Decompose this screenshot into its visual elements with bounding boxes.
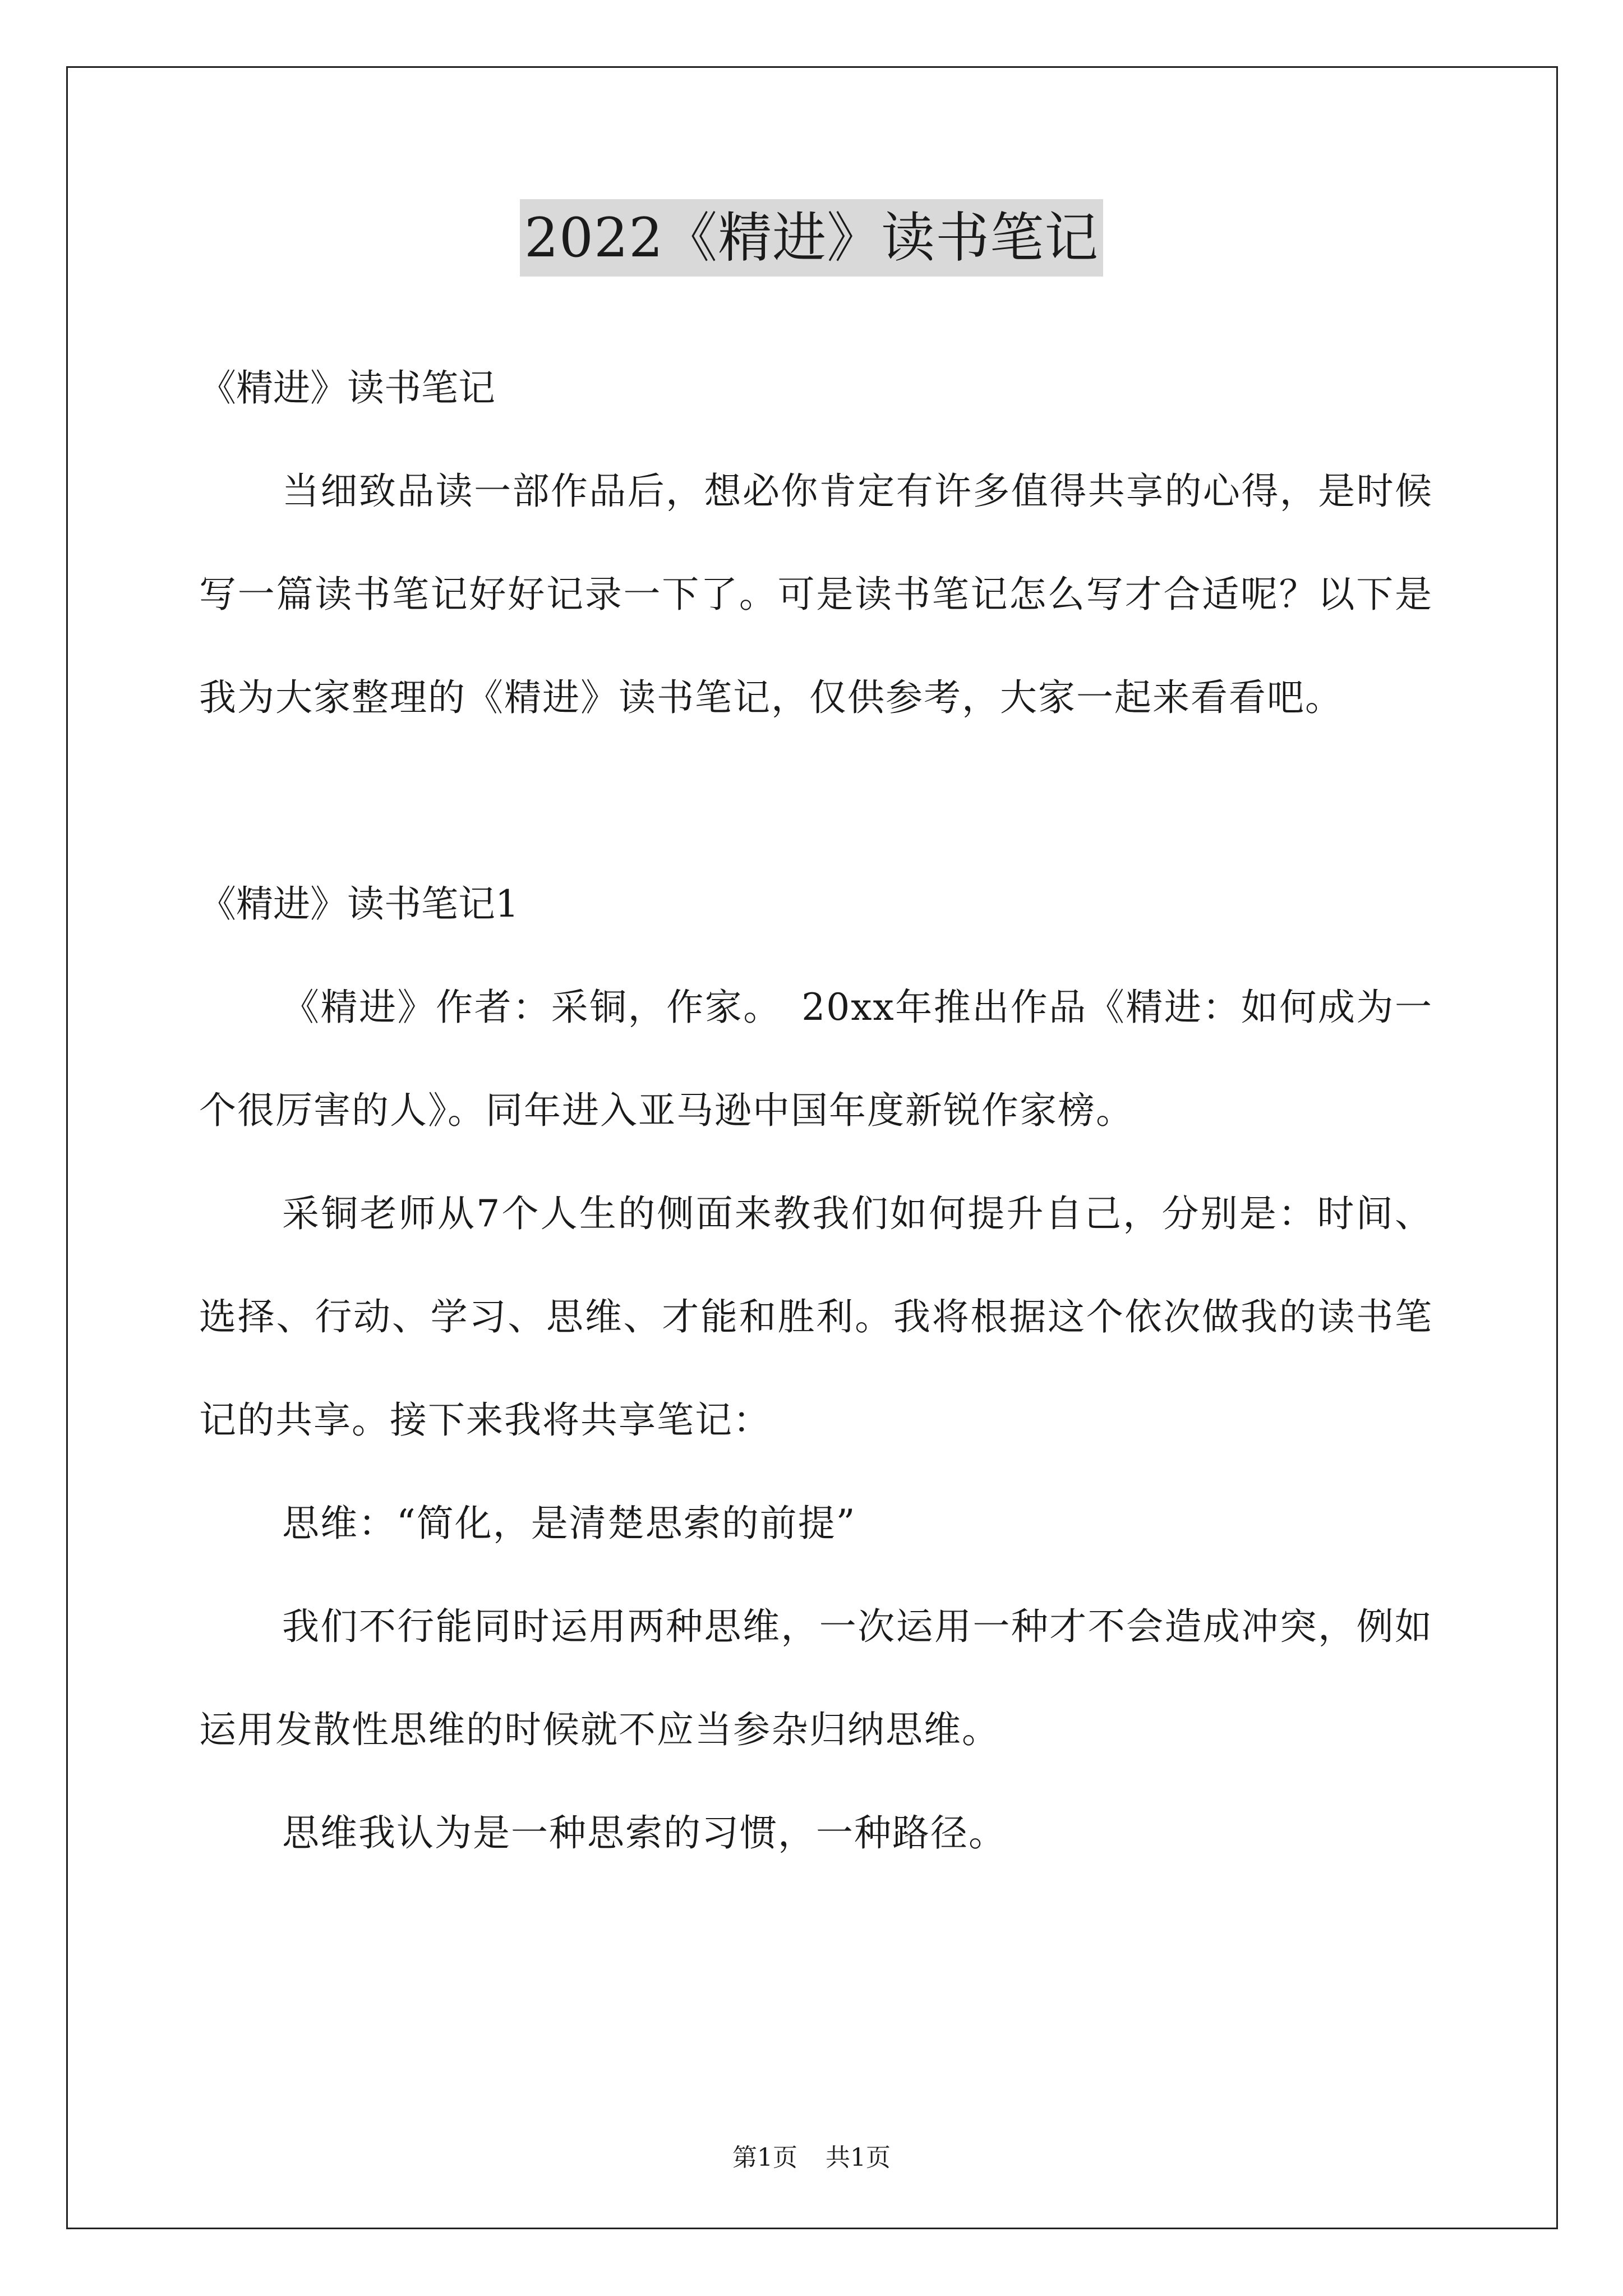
page-number-total: 共1页 — [826, 2143, 891, 2172]
section1-heading: 《精进》读书笔记1 — [199, 882, 519, 926]
paragraph-author: 《精进》作者：采铜，作家。 20xx年推出作品《精进：如何成为一个很厉害的人》。同年进入亚马逊中国年度新锐作家榜。 — [199, 986, 1433, 1132]
title-container — [0, 199, 1623, 277]
paragraph-seven-aspects: 采铜老师从7个人生的侧面来教我们如何提升自己，分别是：时间、选择、行动、学习、思维、才能和胜利。我将根据这个依次做我的读书笔记的共享。接下来我将共享笔记： — [199, 1192, 1433, 1442]
document-body — [199, 337, 1433, 1885]
paragraph-thinking-modes: 我们不行能同时运用两种思维，一次运用一种才不会造成冲突，例如运用发散性思维的时候就不应当参杂归纳思维。 — [199, 1605, 1433, 1751]
paragraph-thinking-title: 思维：“简化，是清楚思索的前提” — [282, 1502, 856, 1545]
page-number-current: 第1页 — [732, 2143, 797, 2172]
intro-paragraph: 当细致品读一部作品后，想必你肯定有许多值得共享的心得，是时候写一篇读书笔记好好记录一下了。可是读书笔记怎么写才合适呢？以下是我为大家整理的《精进》读书笔记，仅供参考，大家一起来看看吧。 — [199, 470, 1433, 719]
paragraph-thinking-habit: 思维我认为是一种思索的习惯，一种路径。 — [282, 1811, 1007, 1855]
document-title: 2022《精进》读书笔记 — [520, 199, 1103, 277]
page-footer — [0, 2137, 1623, 2173]
intro-heading: 《精进》读书笔记 — [199, 366, 495, 409]
section-spacer — [199, 749, 1433, 853]
